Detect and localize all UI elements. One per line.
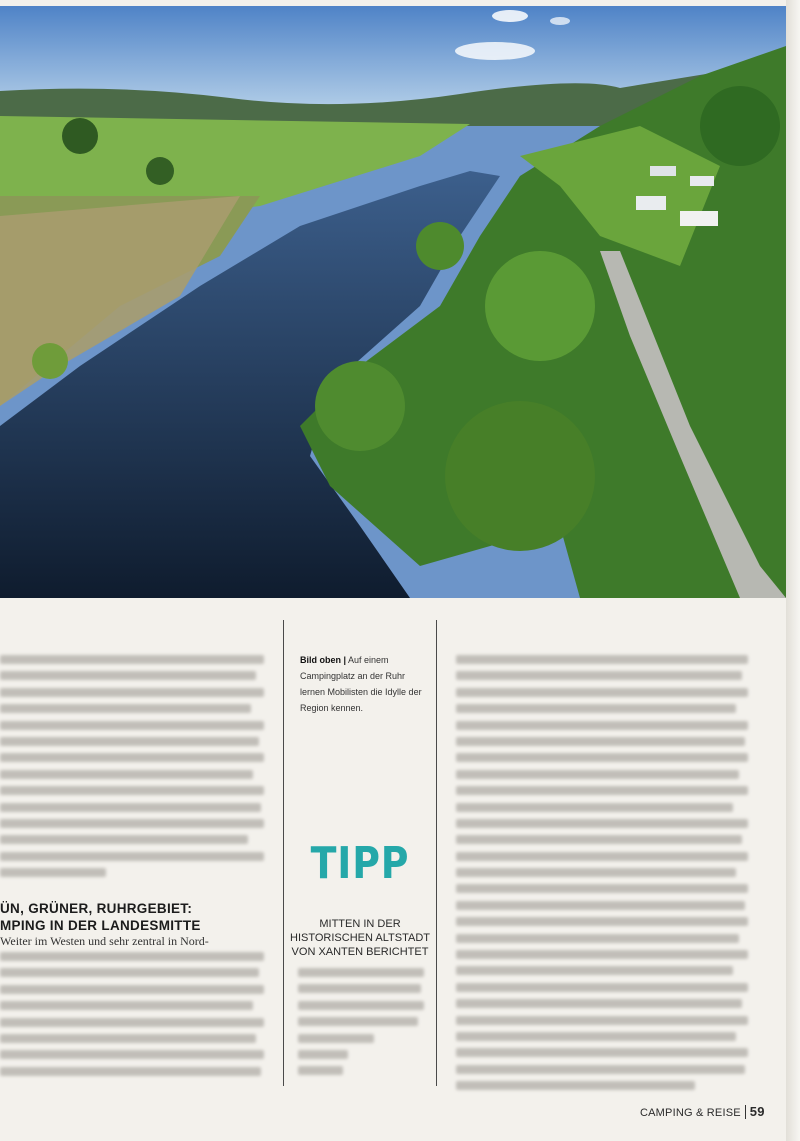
blurred-text-line: [0, 868, 106, 877]
footer-separator: [745, 1105, 746, 1119]
tipp-subtitle: [284, 917, 436, 959]
blurred-text-line: [0, 671, 256, 680]
page-footer: [640, 1104, 765, 1119]
blurred-text-line: [456, 1048, 748, 1057]
tipp-title: TIPP: [310, 838, 410, 889]
blurred-text-line: [456, 884, 748, 893]
blurred-text-line: [456, 819, 748, 828]
blurred-text-line: [456, 803, 733, 812]
blurred-text-line: [456, 1065, 745, 1074]
blurred-text-line: [456, 671, 742, 680]
blurred-text-line: [456, 655, 748, 664]
tipp-subtitle-line-2: HISTORISCHEN ALTSTADT: [290, 932, 430, 944]
blurred-text-line: [298, 1050, 348, 1059]
blurred-text-line: [456, 721, 748, 730]
blurred-text-line: [0, 1034, 256, 1043]
blurred-text-line: [456, 1016, 748, 1025]
body-text-first-line: Weiter im Westen und sehr zentral in Nord-: [0, 934, 209, 948]
blurred-text-line: [0, 1001, 253, 1010]
blurred-text-line: [0, 852, 264, 861]
blurred-text-line: [456, 917, 748, 926]
blurred-text-line: [298, 1066, 343, 1075]
section-heading: [0, 900, 270, 934]
blurred-text-line: [298, 1017, 418, 1026]
blurred-text-line: [456, 966, 733, 975]
blurred-text-line: [456, 1081, 695, 1090]
column-rule-left: [283, 620, 284, 1086]
blurred-text-line: [298, 968, 424, 977]
column-rule-right: [436, 620, 437, 1086]
blurred-text-line: [0, 1018, 264, 1027]
blurred-text-line: [0, 968, 259, 977]
page-number: 59: [749, 1104, 765, 1119]
blurred-text-line: [0, 770, 253, 779]
left-text-column: [0, 655, 264, 884]
left-text-column-lower: [0, 952, 264, 1083]
photo-caption: [300, 652, 422, 716]
blurred-text-line: [0, 737, 259, 746]
blurred-text-line: [0, 688, 264, 697]
page-gutter: [786, 0, 800, 1141]
blurred-text-line: [456, 770, 739, 779]
blurred-text-line: [0, 704, 251, 713]
tipp-subtitle-line-3: VON XANTEN BERICHTET: [291, 946, 429, 958]
blurred-text-line: [456, 786, 748, 795]
hero-photo: [0, 6, 786, 598]
blurred-text-line: [0, 753, 264, 762]
caption-label: Bild oben |: [300, 655, 347, 665]
tipp-subtitle-line-1: MITTEN IN DER: [319, 918, 401, 930]
blurred-text-line: [298, 1034, 374, 1043]
blurred-text-line: [0, 721, 264, 730]
blurred-text-line: [456, 868, 736, 877]
blurred-text-line: [0, 655, 264, 664]
right-text-column: [456, 655, 748, 1098]
blurred-text-line: [456, 852, 748, 861]
blurred-text-line: [456, 1032, 736, 1041]
blurred-text-line: [456, 753, 748, 762]
blurred-text-line: [456, 999, 742, 1008]
section-heading-line-2: MPING IN DER LANDESMITTE: [0, 918, 201, 933]
blurred-text-line: [456, 688, 748, 697]
blurred-text-line: [0, 835, 248, 844]
caption-text: Auf einem Campingplatz an der Ruhr lernen Mobilisten die Idylle der Region kennen.: [300, 655, 422, 713]
blurred-text-line: [0, 1050, 264, 1059]
magazine-name: CAMPING & REISE: [640, 1107, 741, 1119]
section-heading-line-1: ÜN, GRÜNER, RUHRGEBIET:: [0, 901, 193, 916]
blurred-text-line: [0, 803, 261, 812]
blurred-text-line: [456, 950, 748, 959]
blurred-text-line: [456, 934, 739, 943]
blurred-text-line: [0, 786, 264, 795]
blurred-text-line: [0, 952, 264, 961]
blurred-text-line: [0, 1067, 261, 1076]
blurred-text-line: [0, 985, 264, 994]
blurred-text-line: [456, 835, 742, 844]
blurred-text-line: [456, 737, 745, 746]
blurred-text-line: [456, 983, 748, 992]
tipp-text-column: [298, 968, 424, 1083]
blurred-text-line: [0, 819, 264, 828]
blurred-text-line: [456, 901, 745, 910]
blurred-text-line: [298, 984, 421, 993]
blurred-text-line: [456, 704, 736, 713]
blurred-text-line: [298, 1001, 424, 1010]
